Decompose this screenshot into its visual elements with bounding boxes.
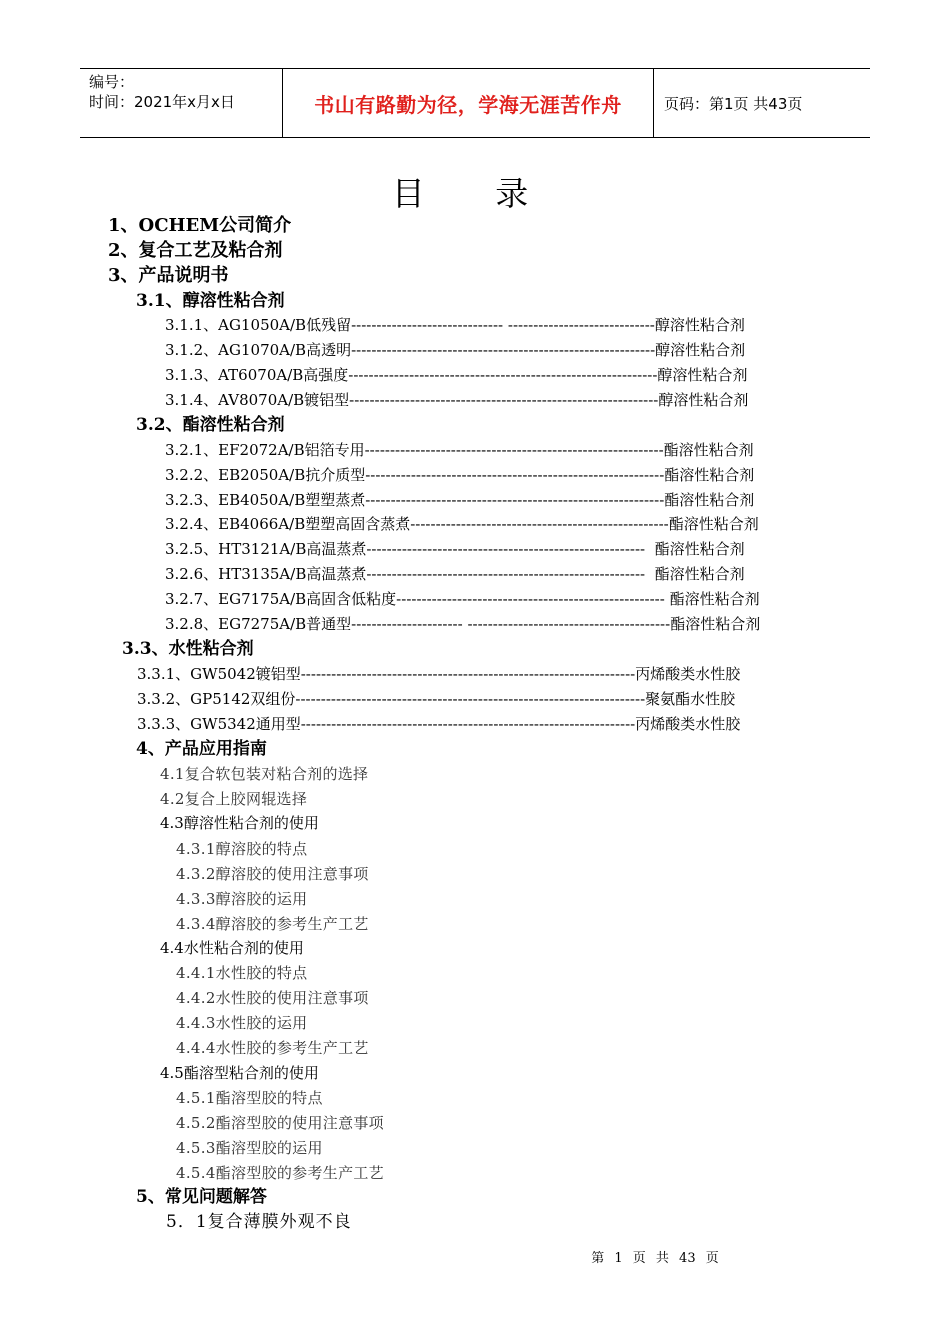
toc-entry: 4.5.2酯溶型胶的使用注意事项	[176, 1114, 384, 1132]
toc-entry: 3.2.1、EF2072A/B铝箔专用-----------------------------------------------------------酯溶性粘合剂	[165, 441, 754, 459]
toc-entry: 3.2.6、HT3135A/B高温蒸煮------------------------------------------------------- 酯溶性粘合剂	[165, 565, 745, 583]
toc-entry: 4.5.3酯溶型胶的运用	[176, 1139, 323, 1157]
toc-entry: 3.1.4、AV8070A/B镀铝型-------------------------------------------------------------醇溶性粘合剂	[165, 391, 749, 409]
toc-entry: 3.3.1、GW5042镀铝型------------------------------------------------------------------丙烯酸类水性胶	[137, 665, 741, 683]
toc-entry: 5、常见问题解答	[136, 1187, 267, 1207]
toc-entry: 4.4水性粘合剂的使用	[160, 939, 304, 957]
toc-entry: 3.3、水性粘合剂	[122, 639, 254, 659]
toc-entry: 4.1复合软包装对粘合剂的选择	[160, 765, 369, 783]
toc-entry: 3.2、酯溶性粘合剂	[136, 415, 285, 435]
toc-entry: 3.1.1、AG1050A/B低残留------------------------------ -----------------------------醇溶性粘合剂	[165, 316, 745, 334]
toc-entry: 5．1复合薄膜外观不良	[166, 1212, 352, 1232]
toc-entry: 4.2复合上胶网辊选择	[160, 790, 308, 808]
toc-entry: 4.4.3水性胶的运用	[176, 1014, 308, 1032]
toc-entry: 4.3.4醇溶胶的参考生产工艺	[176, 915, 369, 933]
toc-entry: 4、产品应用指南	[136, 739, 267, 759]
time-label: 时间：2021年x月x日	[89, 93, 235, 111]
toc-entry: 3.2.2、EB2050A/B抗介质型-----------------------------------------------------------酯溶性粘合剂	[165, 466, 755, 484]
toc-entry: 4.5酯溶型粘合剂的使用	[160, 1064, 319, 1082]
toc-entry: 4.4.1水性胶的特点	[176, 964, 308, 982]
toc-entry: 4.3.2醇溶胶的使用注意事项	[176, 865, 369, 883]
toc-entry: 4.5.1酯溶型胶的特点	[176, 1089, 323, 1107]
toc-entry: 2、复合工艺及粘合剂	[108, 240, 283, 261]
toc-entry: 4.4.4水性胶的参考生产工艺	[176, 1039, 369, 1057]
toc-entry: 3.2.7、EG7175A/B高固含低粘度----------------------------------------------------- 酯溶性粘合剂	[165, 590, 760, 608]
toc-entry: 4.3.3醇溶胶的运用	[176, 890, 308, 908]
toc-entry: 3.2.3、EB4050A/B塑塑蒸煮-----------------------------------------------------------酯溶性粘合剂	[165, 491, 755, 509]
toc-entry: 3.1、醇溶性粘合剂	[136, 291, 285, 311]
toc-entry: 3.2.5、HT3121A/B高温蒸煮------------------------------------------------------- 酯溶性粘合剂	[165, 540, 745, 558]
page-title: 目 录	[391, 174, 559, 213]
number-label: 编号：	[89, 73, 135, 91]
toc-entry: 1、OCHEM公司简介	[108, 215, 292, 236]
toc-entry: 4.4.2水性胶的使用注意事项	[176, 989, 369, 1007]
toc-entry: 3.1.2、AG1070A/B高透明------------------------------------------------------------醇溶性粘合剂	[165, 341, 746, 359]
header-table	[80, 68, 870, 138]
toc-entry: 3.1.3、AT6070A/B高强度-------------------------------------------------------------醇溶性粘合剂	[165, 366, 748, 384]
header-meta	[80, 69, 282, 137]
page-footer: 第 1 页 共 43 页	[591, 1251, 719, 1266]
header-page-info: 页码：第1页 共43页	[664, 94, 803, 113]
toc-entry: 3.2.8、EG7275A/B普通型---------------------- ----------------------------------------酯溶性粘合剂	[165, 615, 761, 633]
toc-entry: 3.3.3、GW5342通用型------------------------------------------------------------------丙烯酸类水性胶	[137, 715, 741, 733]
toc-entry: 4.3.1醇溶胶的特点	[176, 840, 308, 858]
toc-entry: 3.3.2、GP5142双组份---------------------------------------------------------------------聚氨酯水性胶	[137, 690, 736, 708]
toc-entry: 4.5.4酯溶型胶的参考生产工艺	[176, 1164, 384, 1182]
toc-entry: 3、产品说明书	[108, 265, 229, 286]
header-motto: 书山有路勤为径，学海无涯苦作舟	[282, 69, 654, 137]
toc-entry: 3.2.4、EB4066A/B塑塑高固含蒸煮---------------------------------------------------酯溶性粘合剂	[165, 515, 759, 533]
toc-entry: 4.3醇溶性粘合剂的使用	[160, 814, 319, 832]
